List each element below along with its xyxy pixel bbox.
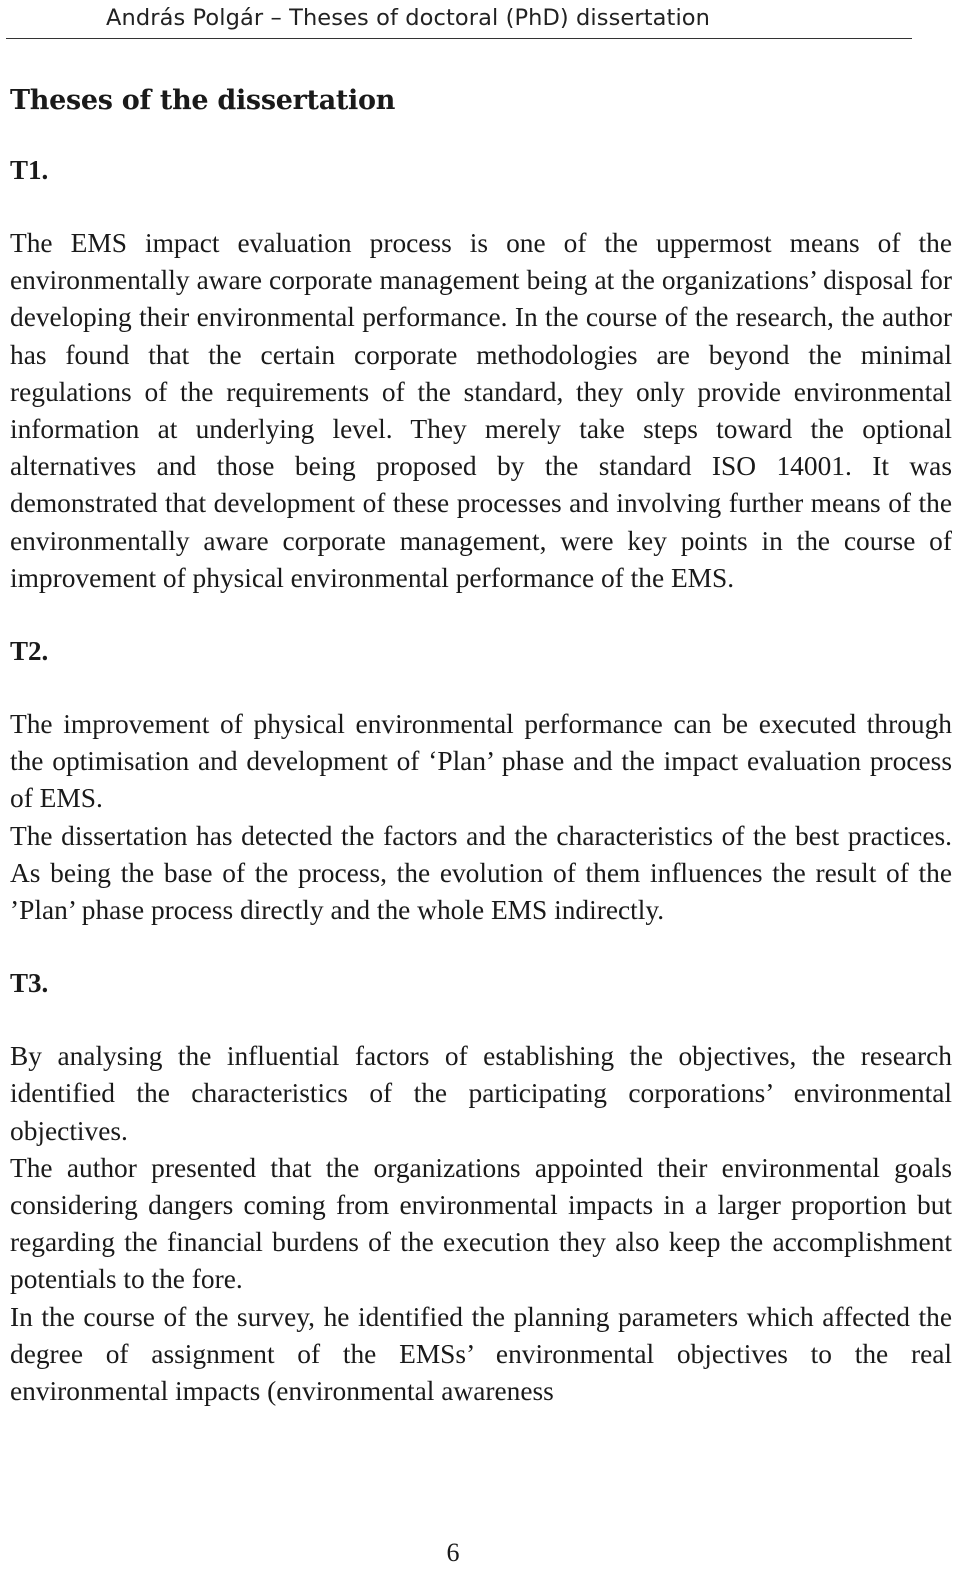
thesis-t2-paragraph-1: The improvement of physical environmental performance can be executed through the optimisation and development of ‘Plan’ phase and the impact evaluation process of EMS. bbox=[10, 709, 952, 814]
thesis-t1 bbox=[10, 152, 952, 597]
running-header bbox=[0, 2, 960, 36]
thesis-t1-paragraph-1: The EMS impact evaluation process is one of the uppermost means of the environmentally aware corporate management being at the organizations’ disposal for developing their environmental performance. In the course of the research, the author has found that the certain corporate methodologies are beyond the minimal regulations of the requirements of the standard, they only provide environmental information at underlying level. They merely take steps toward the optional alternatives and those being proposed by the standard ISO 14001. It was demonstrated that development of these processes and involving further means of the environmentally aware corporate management, were key points in the course of improvement of physical environmental performance of the EMS. bbox=[10, 228, 952, 593]
document-title: Theses of the dissertation bbox=[10, 85, 396, 116]
thesis-t2-heading: T2. bbox=[10, 636, 49, 667]
thesis-t1-heading: T1. bbox=[10, 155, 49, 185]
thesis-t3-paragraph-1: By analysing the influential factors of establishing the objectives, the research identified the characteristics of the participating corporations’ environmental objectives. bbox=[10, 1041, 952, 1146]
thesis-t3-paragraph-2: The author presented that the organizations appointed their environmental goals considering dangers coming from environmental impacts in a larger proportion but regarding the financial burdens of the execution they also keep the accomplishment potentials to the fore. bbox=[10, 1152, 952, 1295]
thesis-t3-paragraph-3: In the course of the survey, he identified the planning parameters which affected the degree of assignment of the EMSs’ environmental objectives to the real environmental impacts (environmental awareness bbox=[10, 1301, 952, 1407]
header-divider bbox=[6, 38, 912, 39]
document-body bbox=[10, 78, 952, 1410]
page-number: 6 bbox=[446, 1538, 460, 1567]
thesis-t2 bbox=[10, 633, 952, 929]
running-header-title: András Polgár – Theses of doctoral (PhD) dissertation bbox=[106, 5, 711, 31]
thesis-t3-heading: T3. bbox=[10, 968, 49, 999]
thesis-t2-paragraph-2: The dissertation has detected the factors and the characteristics of the best practices. As being the base of the process, the evolution of them influences the result of the ’Plan’ phase process directly and the whole EMS indirectly. bbox=[10, 820, 952, 926]
thesis-t3 bbox=[10, 965, 952, 1410]
